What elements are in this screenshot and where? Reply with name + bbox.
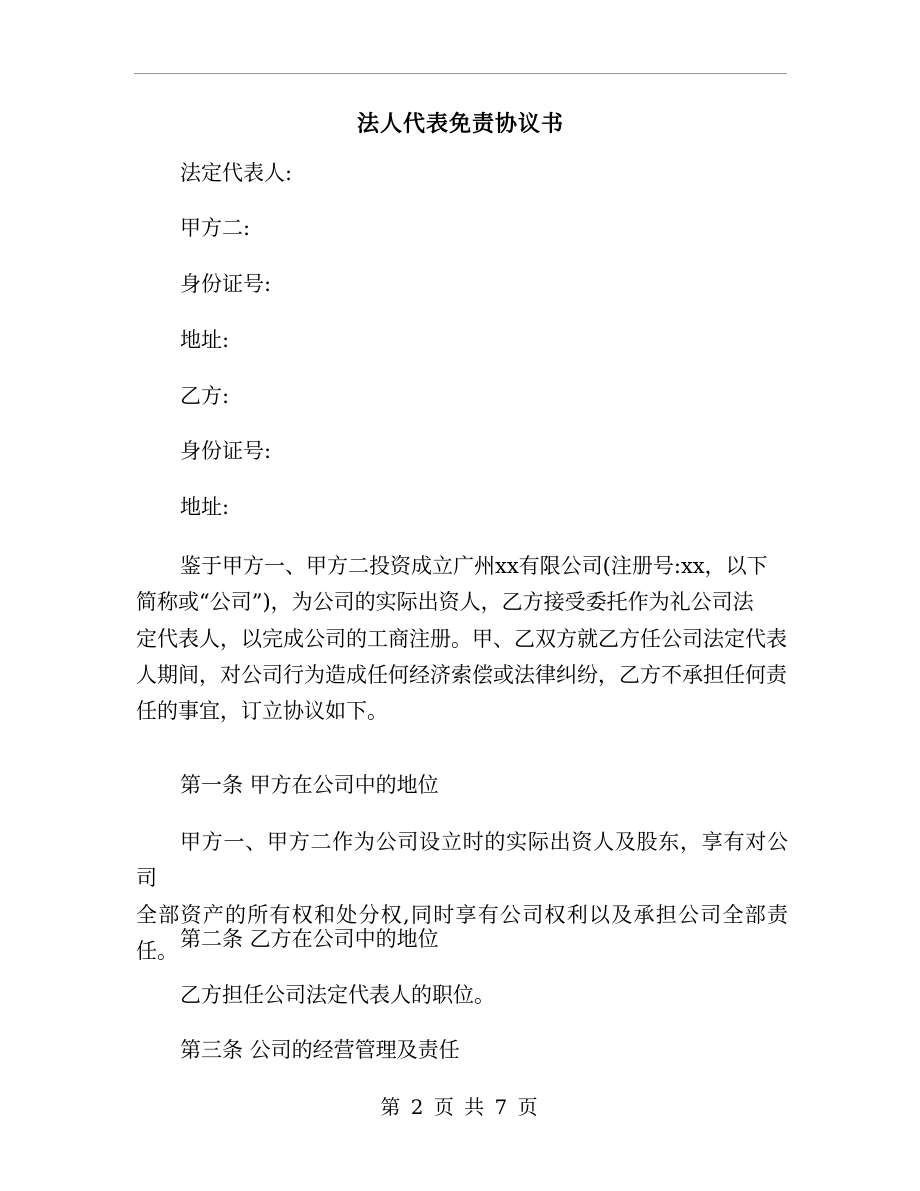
article-2-heading: 第二条 乙方在公司中的地位 [180, 927, 439, 951]
field-party-b-address: 地址: [180, 495, 230, 519]
article-1-heading: 第一条 甲方在公司中的地位 [180, 773, 439, 797]
preamble-line: 定代表人，以完成公司的工商注册。甲、乙双方就乙方任公司法定代表 [136, 626, 787, 651]
preamble-line: 简称或“公司”)，为公司的实际出资人，乙方接受委托作为礼公司法 [136, 590, 754, 615]
article-3-heading: 第三条 公司的经营管理及责任 [180, 1038, 460, 1062]
article-1-line: 全部资产的所有权和处分权,同时享有公司权利以及承担公司全部责任。 [136, 902, 788, 963]
preamble-line: 任的事宜，订立协议如下。 [136, 699, 388, 724]
article-2-text: 乙方担任公司法定代表人的职位。 [180, 983, 495, 1007]
document-title: 法人代表免责协议书 [356, 111, 564, 137]
preamble-paragraph [136, 548, 788, 729]
field-party-b-id-number: 身份证号: [180, 439, 272, 463]
page-number: 第 2 页 共 7 页 [380, 1095, 540, 1119]
article-1-line: 甲方一、甲方二作为公司设立时的实际出资人及股东，享有对公司 [136, 830, 788, 891]
field-legal-representative: 法定代表人: [180, 161, 293, 185]
preamble-line: 人期间，对公司行为造成任何经济索偿或法律纠纷，乙方不承担任何责 [136, 662, 787, 687]
field-party-a2: 甲方二: [180, 216, 251, 240]
field-party-a2-id-number: 身份证号: [180, 272, 272, 296]
field-party-b: 乙方: [180, 384, 230, 408]
preamble-line: 鉴于甲方一、甲方二投资成立广州xx有限公司(注册号:xx，以下 [180, 554, 768, 578]
header-rule [134, 73, 787, 74]
field-party-a2-address: 地址: [180, 328, 230, 352]
